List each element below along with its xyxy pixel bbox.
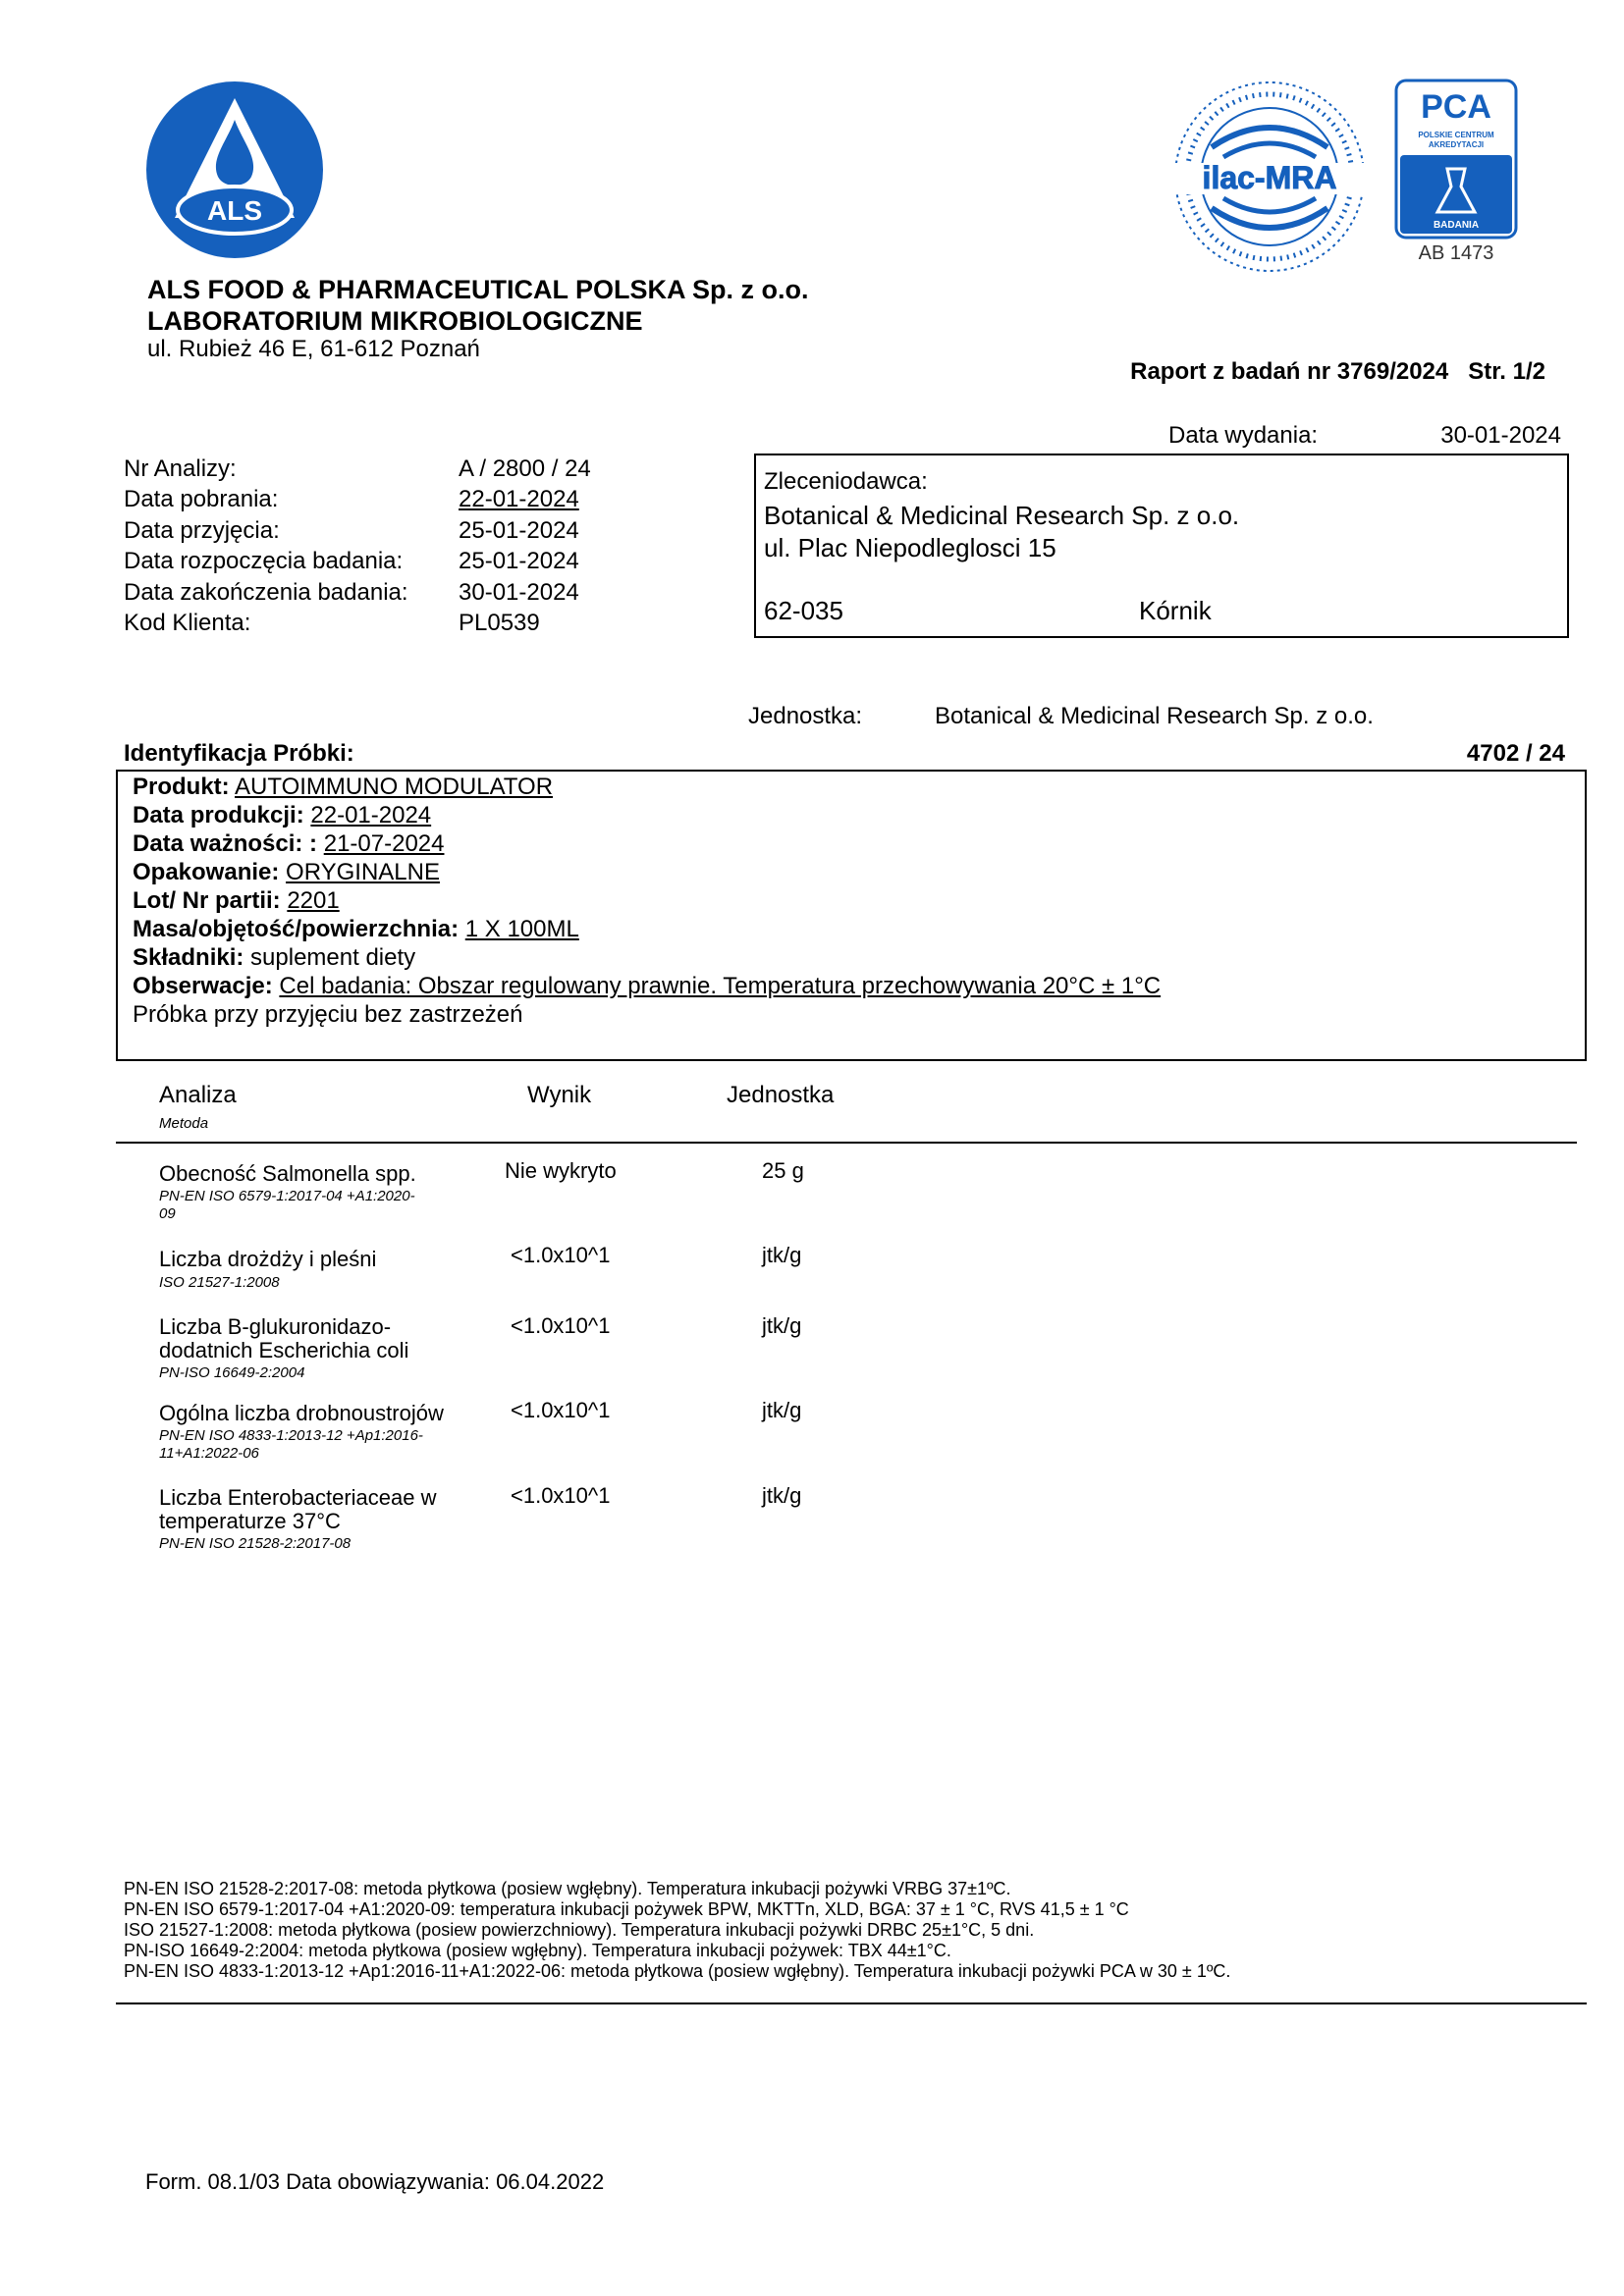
method-footnote: ISO 21527-1:2008: metoda płytkowa (posiew powierzchniowy). Temperatura inkubacji pożywki DRBC 25±1°C, 5 dni. [124, 1920, 1035, 1940]
analysis-unit: jtk/g [762, 1243, 802, 1267]
table-header-rule [116, 1142, 1577, 1144]
page-number: Str. 1/2 [1468, 358, 1545, 385]
info-label: Data zakończenia badania: [124, 579, 408, 606]
info-value: PL0539 [459, 610, 540, 636]
info-value: 30-01-2024 [459, 579, 579, 606]
analysis-method: 09 [159, 1205, 176, 1222]
client-postcode: 62-035 [764, 596, 843, 625]
client-street: ul. Plac Niepodleglosci 15 [764, 533, 1056, 562]
info-value: A / 2800 / 24 [459, 455, 591, 482]
info-label: Data rozpoczęcia badania: [124, 548, 404, 574]
sample-field: Masa/objętość/powierzchnia: 1 X 100ML [133, 916, 579, 942]
client-name: Botanical & Medicinal Research Sp. z o.o. [764, 501, 1240, 530]
sample-number: 4702 / 24 [1466, 740, 1565, 767]
col-header-metoda: Metoda [159, 1115, 209, 1132]
analysis-name: Liczba Enterobacteriaceae w [159, 1485, 437, 1510]
als-logo [145, 80, 324, 259]
col-header-analiza: Analiza [159, 1082, 237, 1108]
svg-text:AKREDYTACJI: AKREDYTACJI [1428, 140, 1485, 149]
info-label: Data przyjęcia: [124, 517, 280, 544]
analysis-method: 11+A1:2022-06 [159, 1445, 259, 1462]
svg-text:BADANIA: BADANIA [1433, 220, 1480, 231]
sample-field: Lot/ Nr partii: 2201 [133, 887, 340, 914]
sample-field: Data ważności: : 21-07-2024 [133, 830, 445, 857]
analysis-result: <1.0x10^1 [511, 1483, 611, 1508]
pca-logo [1394, 79, 1518, 265]
method-footnote: PN-ISO 16649-2:2004: metoda płytkowa (posiew wgłębny). Temperatura inkubacji pożywek: TBX 44±1°C. [124, 1941, 951, 1960]
info-label: Nr Analizy: [124, 455, 237, 482]
analysis-unit: 25 g [762, 1158, 804, 1183]
analysis-name: Ogólna liczba drobnoustrojów [159, 1401, 444, 1425]
client-label: Zleceniodawca: [764, 468, 928, 495]
method-footnote: PN-EN ISO 6579-1:2017-04 +A1:2020-09: temperatura inkubacji pożywek BPW, MKTTn, XLD, BGA: 37 ± 1 °C, RVS 41,5 ± 1 °C [124, 1899, 1129, 1919]
method-footnote: PN-EN ISO 21528-2:2017-08: metoda płytkowa (posiew wgłębny). Temperatura inkubacji pożywki VRBG 37±1ºC. [124, 1879, 1011, 1898]
info-value: 25-01-2024 [459, 548, 579, 574]
form-number: Form. 08.1/03 Data obowiązywania: 06.04.2022 [145, 2169, 605, 2194]
analysis-unit: jtk/g [762, 1313, 802, 1338]
client-city: Kórnik [1139, 596, 1212, 625]
analysis-unit: jtk/g [762, 1398, 802, 1422]
unit-label: Jednostka: [748, 703, 863, 729]
svg-text:PCA: PCA [1421, 88, 1491, 126]
analysis-name: Liczba drożdży i pleśni [159, 1247, 377, 1271]
col-header-wynik: Wynik [527, 1082, 592, 1108]
report-title: Raport z badań nr 3769/2024 Str. 1/2 [1130, 358, 1545, 385]
analysis-result: <1.0x10^1 [511, 1398, 611, 1422]
lab-name: LABORATORIUM MIKROBIOLOGICZNE [147, 306, 643, 336]
analysis-result: <1.0x10^1 [511, 1313, 611, 1338]
sample-field: Opakowanie: ORYGINALNE [133, 859, 440, 885]
analysis-result: <1.0x10^1 [511, 1243, 611, 1267]
sample-field: Składniki: suplement diety [133, 944, 416, 971]
analysis-method: PN-EN ISO 4833-1:2013-12 +Ap1:2016- [159, 1427, 423, 1444]
svg-text:ilac-MRA: ilac-MRA [1202, 160, 1337, 195]
analysis-unit: jtk/g [762, 1483, 802, 1508]
analysis-method: PN-EN ISO 21528-2:2017-08 [159, 1535, 352, 1552]
company-name: ALS FOOD & PHARMACEUTICAL POLSKA Sp. z o.o. [147, 275, 809, 304]
svg-text:AB 1473: AB 1473 [1418, 242, 1494, 264]
col-header-jednostka: Jednostka [727, 1082, 835, 1108]
issue-date-label: Data wydania: [1168, 422, 1319, 449]
method-footnote: PN-EN ISO 4833-1:2013-12 +Ap1:2016-11+A1:2022-06: metoda płytkowa (posiew wgłębny). Temperatura inkubacji pożywki PCA w 30 ± 1ºC. [124, 1961, 1231, 1981]
sample-field: Data produkcji: 22-01-2024 [133, 802, 432, 828]
company-address: ul. Rubież 46 E, 61-612 Poznań [147, 336, 480, 362]
sample-title: Identyfikacja Próbki: [124, 740, 354, 767]
analysis-result: Nie wykryto [505, 1158, 617, 1183]
analysis-name: Liczba B-glukuronidazo- [159, 1314, 392, 1339]
svg-text:ALS: ALS [207, 195, 262, 226]
analysis-name: Obecność Salmonella spp. [159, 1161, 416, 1186]
analysis-method: PN-EN ISO 6579-1:2017-04 +A1:2020- [159, 1188, 415, 1204]
ilac-mra-logo [1172, 79, 1367, 275]
unit-value: Botanical & Medicinal Research Sp. z o.o. [935, 703, 1374, 729]
analysis-method: PN-ISO 16649-2:2004 [159, 1364, 305, 1381]
analysis-method: ISO 21527-1:2008 [159, 1274, 280, 1291]
info-label: Kod Klienta: [124, 610, 251, 636]
svg-text:POLSKIE CENTRUM: POLSKIE CENTRUM [1418, 131, 1494, 139]
sample-field: Produkt: AUTOIMMUNO MODULATOR [133, 774, 554, 800]
info-value: 25-01-2024 [459, 517, 579, 544]
sample-field: Obserwacje: Cel badania: Obszar regulowany prawnie. Temperatura przechowywania 20°C ± 1°C [133, 973, 1162, 999]
sample-note: Próbka przy przyjęciu bez zastrzeżeń [133, 1001, 523, 1028]
analysis-name: dodatnich Escherichia coli [159, 1338, 409, 1362]
info-value: 22-01-2024 [459, 486, 579, 512]
issue-date-value: 30-01-2024 [1440, 422, 1561, 449]
analysis-name: temperaturze 37°C [159, 1509, 341, 1533]
info-label: Data pobrania: [124, 486, 279, 512]
footer-rule [116, 2002, 1587, 2004]
